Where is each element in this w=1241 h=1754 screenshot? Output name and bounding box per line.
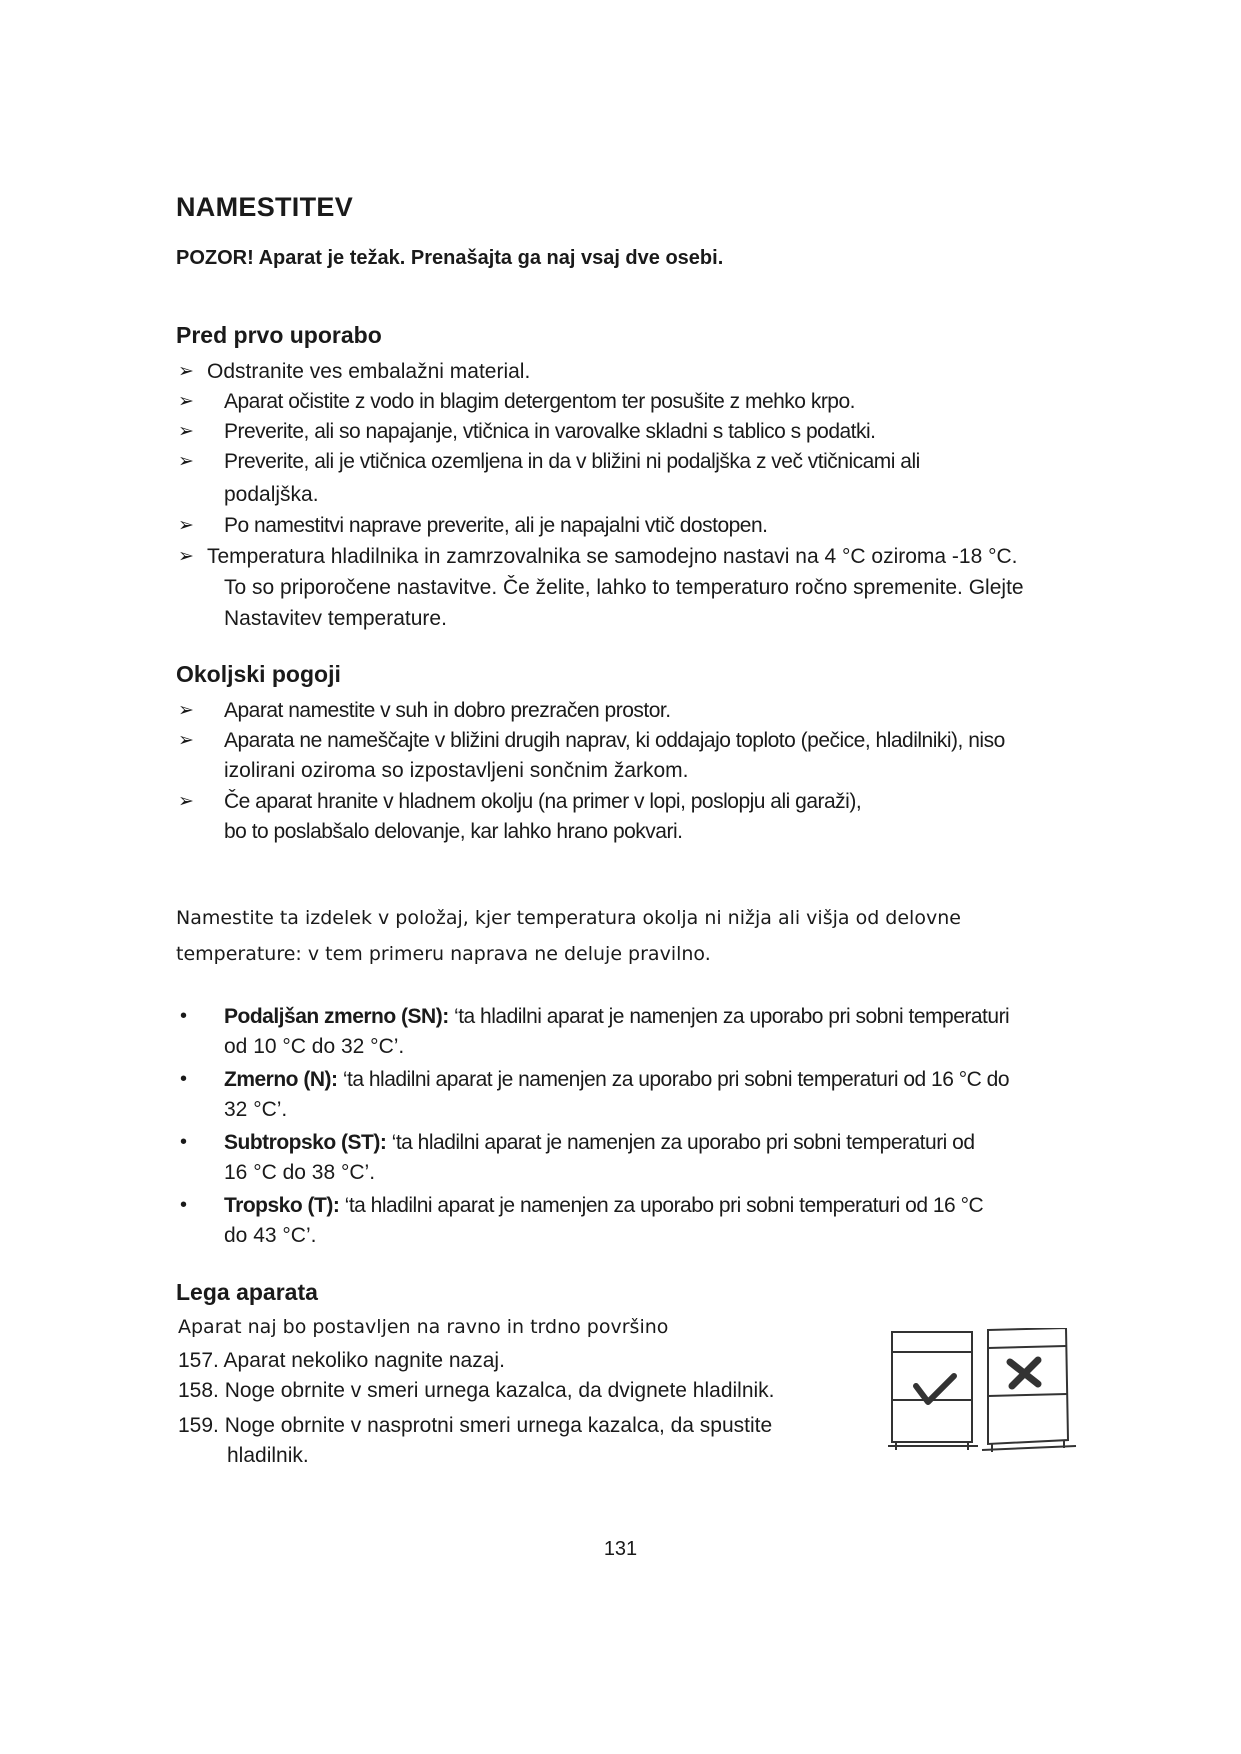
bullet-icon: • <box>180 1068 188 1090</box>
arrow-bullet-icon: ➢ <box>178 391 194 412</box>
climate-class-continuation: 32 °C’. <box>224 1098 288 1121</box>
fridge-levelling-illustration <box>888 1328 1088 1468</box>
list-item-continuation: To so priporočene nastavitve. Če želite, lahko to temperaturo ročno spremenite. Glejte <box>224 576 1024 599</box>
bullet-icon: • <box>180 1005 188 1027</box>
list-item: Odstranite ves embalažni material. <box>207 360 531 383</box>
climate-class-text: ‘ta hladilni aparat je namenjen za uporabo pri sobni temperaturi od <box>386 1131 975 1154</box>
list-item-continuation: podaljška. <box>224 483 319 506</box>
list-item: Aparata ne nameščajte v bližini drugih naprav, ki oddajajo toploto (pečice, hladilniki), niso <box>224 729 1005 752</box>
section-heading-position: Lega aparata <box>176 1279 318 1305</box>
list-item-continuation: Nastavitev temperature. <box>224 607 447 630</box>
section-heading-environment: Okoljski pogoji <box>176 661 341 687</box>
climate-class-label: Podaljšan zmerno (SN): <box>224 1005 449 1028</box>
arrow-bullet-icon: ➢ <box>178 546 194 567</box>
list-item-continuation: izolirani oziroma so izpostavljeni sončnim žarkom. <box>224 759 689 782</box>
arrow-bullet-icon: ➢ <box>178 791 194 812</box>
list-item: Temperatura hladilnika in zamrzovalnika se samodejno nastavi na 4 °C oziroma -18 °C. <box>207 545 1018 568</box>
list-item: Aparat namestite v suh in dobro prezračen prostor. <box>224 699 671 722</box>
step-item-continuation: hladilnik. <box>227 1444 309 1467</box>
arrow-bullet-icon: ➢ <box>178 515 194 536</box>
body-paragraph-line: Namestite ta izdelek v položaj, kjer temperatura okolja ni nižja ali višja od delovne <box>176 907 961 929</box>
arrow-bullet-icon: ➢ <box>178 421 194 442</box>
list-item: Po namestitvi naprave preverite, ali je napajalni vtič dostopen. <box>224 514 768 537</box>
step-item: 158. Noge obrnite v smeri urnega kazalca, da dvignete hladilnik. <box>178 1379 775 1402</box>
arrow-bullet-icon: ➢ <box>178 730 194 751</box>
list-item: Če aparat hranite v hladnem okolju (na primer v lopi, poslopju ali garaži), <box>224 790 862 813</box>
arrow-bullet-icon: ➢ <box>178 700 194 721</box>
arrow-bullet-icon: ➢ <box>178 451 194 472</box>
climate-class-label: Zmerno (N): <box>224 1068 338 1091</box>
warning-text: POZOR! Aparat je težak. Prenašajta ga naj vsaj dve osebi. <box>176 247 724 269</box>
bullet-icon: • <box>180 1194 188 1216</box>
body-paragraph-line: temperature: v tem primeru naprava ne deluje pravilno. <box>176 943 711 965</box>
climate-class-continuation: od 10 °C do 32 °C’. <box>224 1035 405 1058</box>
position-intro: Aparat naj bo postavljen na ravno in trdno površino <box>178 1316 669 1338</box>
list-item-continuation: bo to poslabšalo delovanje, kar lahko hrano pokvari. <box>224 820 683 843</box>
page-title: NAMESTITEV <box>176 192 354 222</box>
climate-class-item <box>224 1001 1009 1032</box>
climate-class-text: ‘ta hladilni aparat je namenjen za uporabo pri sobni temperaturi <box>448 1005 1010 1028</box>
list-item: Preverite, ali je vtičnica ozemljena in da v bližini ni podaljška z več vtičnicami ali <box>224 450 920 473</box>
page-number: 131 <box>603 1538 638 1560</box>
climate-class-text: ‘ta hladilni aparat je namenjen za uporabo pri sobni temperaturi od 16 °C <box>339 1194 984 1217</box>
climate-class-continuation: 16 °C do 38 °C’. <box>224 1161 376 1184</box>
climate-class-label: Tropsko (T): <box>224 1194 340 1217</box>
bullet-icon: • <box>180 1131 188 1153</box>
climate-class-item <box>224 1190 983 1221</box>
list-item: Preverite, ali so napajanje, vtičnica in varovalke skladni s tablico s podatki. <box>224 420 876 443</box>
step-item: 159. Noge obrnite v nasprotni smeri urnega kazalca, da spustite <box>178 1414 773 1437</box>
climate-class-label: Subtropsko (ST): <box>224 1131 387 1154</box>
climate-class-continuation: do 43 °C’. <box>224 1224 317 1247</box>
fridge-level-correct-icon <box>888 1332 978 1450</box>
climate-class-item <box>224 1064 1009 1095</box>
arrow-bullet-icon: ➢ <box>178 361 194 382</box>
step-item: 157. Aparat nekoliko nagnite nazaj. <box>178 1349 505 1372</box>
climate-class-text: ‘ta hladilni aparat je namenjen za uporabo pri sobni temperaturi od 16 °C do <box>337 1068 1010 1091</box>
climate-class-item <box>224 1127 975 1158</box>
list-item: Aparat očistite z vodo in blagim detergentom ter posušite z mehko krpo. <box>224 390 856 413</box>
section-heading-first-use: Pred prvo uporabo <box>176 322 382 348</box>
fridge-tilted-wrong-icon <box>982 1328 1076 1452</box>
